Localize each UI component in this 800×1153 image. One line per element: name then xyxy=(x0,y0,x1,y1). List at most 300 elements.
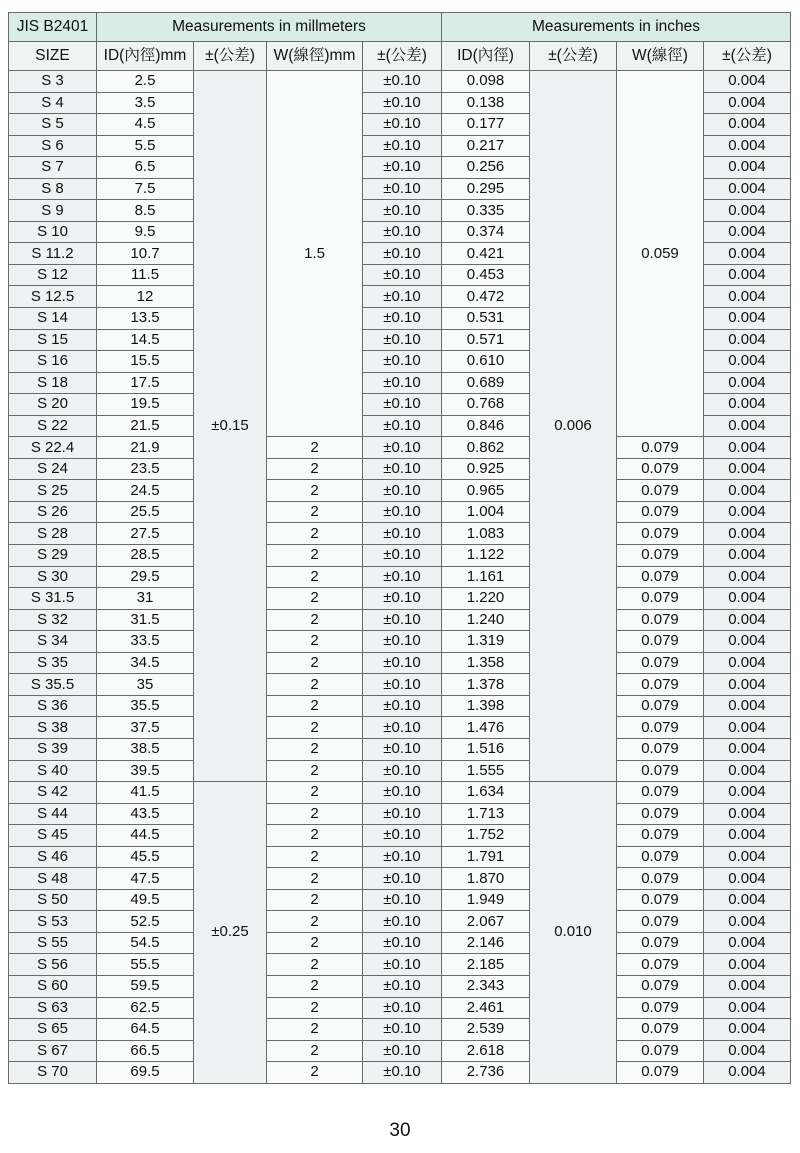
w-tol-in-cell: 0.004 xyxy=(704,932,791,954)
id-in-cell: 1.634 xyxy=(442,782,530,804)
table-row xyxy=(9,717,791,739)
id-in-cell: 2.539 xyxy=(442,1019,530,1041)
w-tol-in-cell: 0.004 xyxy=(704,157,791,179)
id-in-cell: 0.138 xyxy=(442,92,530,114)
id-in-cell: 2.618 xyxy=(442,1040,530,1062)
size-cell: S 20 xyxy=(9,394,97,416)
w-mm-cell: 2 xyxy=(267,1040,363,1062)
w-tol-in-cell: 0.004 xyxy=(704,1019,791,1041)
table-row xyxy=(9,1019,791,1041)
w-tol-mm-cell: ±0.10 xyxy=(363,803,442,825)
w-mm-cell: 2 xyxy=(267,631,363,653)
id-mm-cell: 17.5 xyxy=(97,372,194,394)
w-tol-mm-cell: ±0.10 xyxy=(363,437,442,459)
size-cell: S 31.5 xyxy=(9,588,97,610)
w-tol-in-cell: 0.004 xyxy=(704,501,791,523)
id-in-cell: 2.343 xyxy=(442,975,530,997)
id-in-cell: 0.472 xyxy=(442,286,530,308)
w-tol-in-cell: 0.004 xyxy=(704,286,791,308)
id-in-cell: 0.846 xyxy=(442,415,530,437)
size-cell: S 28 xyxy=(9,523,97,545)
id-in-cell: 1.122 xyxy=(442,545,530,567)
size-cell: S 46 xyxy=(9,846,97,868)
table-row xyxy=(9,609,791,631)
w-tol-mm-cell: ±0.10 xyxy=(363,889,442,911)
w-tol-mm-cell: ±0.10 xyxy=(363,825,442,847)
w-tol-mm-cell: ±0.10 xyxy=(363,566,442,588)
w-mm-cell: 2 xyxy=(267,652,363,674)
id-in-cell: 1.083 xyxy=(442,523,530,545)
table-row xyxy=(9,889,791,911)
w-tol-mm-cell: ±0.10 xyxy=(363,975,442,997)
standard-label: JIS B2401 xyxy=(9,13,97,42)
w-mm-cell: 2 xyxy=(267,825,363,847)
w-mm-cell: 2 xyxy=(267,1062,363,1084)
w-in-cell: 0.079 xyxy=(617,480,704,502)
w-in-cell: 0.079 xyxy=(617,695,704,717)
w-tol-mm-cell: ±0.10 xyxy=(363,545,442,567)
size-cell: S 53 xyxy=(9,911,97,933)
w-tol-in-cell: 0.004 xyxy=(704,588,791,610)
w-tol-mm-cell: ±0.10 xyxy=(363,92,442,114)
id-in-cell: 0.098 xyxy=(442,71,530,93)
id-in-cell: 0.217 xyxy=(442,135,530,157)
id-in-cell: 1.555 xyxy=(442,760,530,782)
w-tol-in-cell: 0.004 xyxy=(704,200,791,222)
table-row xyxy=(9,846,791,868)
w-in-cell: 0.079 xyxy=(617,997,704,1019)
id-in-cell: 0.768 xyxy=(442,394,530,416)
size-cell: S 5 xyxy=(9,114,97,136)
w-tol-in-cell: 0.004 xyxy=(704,674,791,696)
w-mm-cell: 2 xyxy=(267,738,363,760)
w-mm-cell: 2 xyxy=(267,997,363,1019)
id-in-cell: 1.378 xyxy=(442,674,530,696)
w-tol-mm-cell: ±0.10 xyxy=(363,868,442,890)
w-tol-in-cell: 0.004 xyxy=(704,825,791,847)
table-row xyxy=(9,458,791,480)
w-mm-cell: 2 xyxy=(267,609,363,631)
id-in-cell: 0.689 xyxy=(442,372,530,394)
id-mm-cell: 5.5 xyxy=(97,135,194,157)
w-tol-in-cell: 0.004 xyxy=(704,975,791,997)
id-mm-cell: 31 xyxy=(97,588,194,610)
id-in-cell: 2.736 xyxy=(442,1062,530,1084)
size-cell: S 35 xyxy=(9,652,97,674)
id-in-cell: 0.862 xyxy=(442,437,530,459)
id-mm-cell: 29.5 xyxy=(97,566,194,588)
column-header-tol-in: ±(公差) xyxy=(530,42,617,71)
id-mm-cell: 31.5 xyxy=(97,609,194,631)
id-mm-cell: 10.7 xyxy=(97,243,194,265)
w-tol-in-cell: 0.004 xyxy=(704,652,791,674)
column-header-w-mm: W(線徑)mm xyxy=(267,42,363,71)
table-row xyxy=(9,480,791,502)
w-tol-in-cell: 0.004 xyxy=(704,178,791,200)
id-in-cell: 0.610 xyxy=(442,351,530,373)
w-tol-in-cell: 0.004 xyxy=(704,760,791,782)
w-mm-cell: 2 xyxy=(267,975,363,997)
w-tol-mm-cell: ±0.10 xyxy=(363,760,442,782)
table-row xyxy=(9,652,791,674)
w-tol-in-cell: 0.004 xyxy=(704,243,791,265)
w-mm-cell: 2 xyxy=(267,911,363,933)
id-in-cell: 1.516 xyxy=(442,738,530,760)
mm-group-header: Measurements in millmeters xyxy=(97,13,442,42)
id-mm-cell: 3.5 xyxy=(97,92,194,114)
w-mm-cell: 2 xyxy=(267,588,363,610)
id-mm-cell: 19.5 xyxy=(97,394,194,416)
w-tol-mm-cell: ±0.10 xyxy=(363,243,442,265)
w-in-cell: 0.079 xyxy=(617,717,704,739)
size-cell: S 6 xyxy=(9,135,97,157)
size-cell: S 45 xyxy=(9,825,97,847)
id-mm-cell: 21.9 xyxy=(97,437,194,459)
size-cell: S 4 xyxy=(9,92,97,114)
w-tol-mm-cell: ±0.10 xyxy=(363,221,442,243)
id-mm-cell: 66.5 xyxy=(97,1040,194,1062)
id-in-cell: 0.177 xyxy=(442,114,530,136)
id-in-cell: 1.713 xyxy=(442,803,530,825)
w-tol-mm-cell: ±0.10 xyxy=(363,717,442,739)
size-cell: S 67 xyxy=(9,1040,97,1062)
w-tol-in-cell: 0.004 xyxy=(704,846,791,868)
id-mm-cell: 54.5 xyxy=(97,932,194,954)
w-mm-cell: 2 xyxy=(267,868,363,890)
id-mm-cell: 14.5 xyxy=(97,329,194,351)
id-mm-cell: 55.5 xyxy=(97,954,194,976)
id-mm-cell: 37.5 xyxy=(97,717,194,739)
size-cell: S 50 xyxy=(9,889,97,911)
w-tol-in-cell: 0.004 xyxy=(704,782,791,804)
id-mm-cell: 7.5 xyxy=(97,178,194,200)
size-cell: S 24 xyxy=(9,458,97,480)
size-cell: S 56 xyxy=(9,954,97,976)
w-in-cell: 0.079 xyxy=(617,846,704,868)
table-row xyxy=(9,868,791,890)
id-mm-cell: 59.5 xyxy=(97,975,194,997)
w-in-cell: 0.079 xyxy=(617,803,704,825)
id-in-cell: 2.461 xyxy=(442,997,530,1019)
table-row xyxy=(9,954,791,976)
table-row xyxy=(9,782,791,804)
size-cell: S 8 xyxy=(9,178,97,200)
id-mm-cell: 39.5 xyxy=(97,760,194,782)
w-mm-cell: 1.5 xyxy=(267,71,363,437)
id-mm-cell: 21.5 xyxy=(97,415,194,437)
id-in-cell: 1.398 xyxy=(442,695,530,717)
size-cell: S 18 xyxy=(9,372,97,394)
w-mm-cell: 2 xyxy=(267,954,363,976)
table-row xyxy=(9,760,791,782)
size-cell: S 15 xyxy=(9,329,97,351)
w-tol-mm-cell: ±0.10 xyxy=(363,911,442,933)
id-mm-cell: 33.5 xyxy=(97,631,194,653)
tol-in-cell: 0.010 xyxy=(530,782,617,1084)
w-tol-in-cell: 0.004 xyxy=(704,695,791,717)
id-in-cell: 1.004 xyxy=(442,501,530,523)
id-mm-cell: 35 xyxy=(97,674,194,696)
id-mm-cell: 15.5 xyxy=(97,351,194,373)
w-tol-mm-cell: ±0.10 xyxy=(363,135,442,157)
table-row xyxy=(9,523,791,545)
id-in-cell: 0.421 xyxy=(442,243,530,265)
id-mm-cell: 23.5 xyxy=(97,458,194,480)
w-tol-in-cell: 0.004 xyxy=(704,889,791,911)
w-mm-cell: 2 xyxy=(267,674,363,696)
column-header-w-tol-mm: ±(公差) xyxy=(363,42,442,71)
w-mm-cell: 2 xyxy=(267,501,363,523)
table-row xyxy=(9,825,791,847)
w-in-cell: 0.079 xyxy=(617,975,704,997)
w-tol-in-cell: 0.004 xyxy=(704,394,791,416)
w-mm-cell: 2 xyxy=(267,480,363,502)
id-mm-cell: 52.5 xyxy=(97,911,194,933)
size-cell: S 22.4 xyxy=(9,437,97,459)
w-tol-in-cell: 0.004 xyxy=(704,308,791,330)
id-in-cell: 1.476 xyxy=(442,717,530,739)
id-in-cell: 1.358 xyxy=(442,652,530,674)
w-tol-mm-cell: ±0.10 xyxy=(363,652,442,674)
w-in-cell: 0.079 xyxy=(617,1062,704,1084)
w-mm-cell: 2 xyxy=(267,760,363,782)
id-mm-cell: 38.5 xyxy=(97,738,194,760)
w-tol-in-cell: 0.004 xyxy=(704,480,791,502)
size-cell: S 32 xyxy=(9,609,97,631)
w-mm-cell: 2 xyxy=(267,717,363,739)
size-cell: S 12.5 xyxy=(9,286,97,308)
w-tol-in-cell: 0.004 xyxy=(704,545,791,567)
size-cell: S 48 xyxy=(9,868,97,890)
w-tol-mm-cell: ±0.10 xyxy=(363,997,442,1019)
id-in-cell: 0.256 xyxy=(442,157,530,179)
id-in-cell: 0.571 xyxy=(442,329,530,351)
w-tol-mm-cell: ±0.10 xyxy=(363,157,442,179)
size-cell: S 7 xyxy=(9,157,97,179)
w-tol-mm-cell: ±0.10 xyxy=(363,631,442,653)
w-mm-cell: 2 xyxy=(267,523,363,545)
table-row xyxy=(9,695,791,717)
table-row xyxy=(9,911,791,933)
id-mm-cell: 6.5 xyxy=(97,157,194,179)
size-cell: S 65 xyxy=(9,1019,97,1041)
id-in-cell: 2.146 xyxy=(442,932,530,954)
oring-size-table xyxy=(8,12,791,1084)
id-in-cell: 0.925 xyxy=(442,458,530,480)
column-header-size: SIZE xyxy=(9,42,97,71)
size-cell: S 63 xyxy=(9,997,97,1019)
size-cell: S 55 xyxy=(9,932,97,954)
id-in-cell: 0.335 xyxy=(442,200,530,222)
table-row xyxy=(9,501,791,523)
w-mm-cell: 2 xyxy=(267,846,363,868)
column-header-id-in: ID(內徑) xyxy=(442,42,530,71)
w-mm-cell: 2 xyxy=(267,566,363,588)
size-cell: S 12 xyxy=(9,264,97,286)
id-in-cell: 1.319 xyxy=(442,631,530,653)
table-row xyxy=(9,1062,791,1084)
w-in-cell: 0.079 xyxy=(617,437,704,459)
id-mm-cell: 11.5 xyxy=(97,264,194,286)
w-tol-in-cell: 0.004 xyxy=(704,738,791,760)
size-cell: S 34 xyxy=(9,631,97,653)
w-tol-mm-cell: ±0.10 xyxy=(363,1062,442,1084)
table-row xyxy=(9,588,791,610)
w-tol-in-cell: 0.004 xyxy=(704,523,791,545)
id-in-cell: 1.220 xyxy=(442,588,530,610)
id-mm-cell: 62.5 xyxy=(97,997,194,1019)
w-tol-mm-cell: ±0.10 xyxy=(363,458,442,480)
w-tol-in-cell: 0.004 xyxy=(704,92,791,114)
inch-group-header: Measurements in inches xyxy=(442,13,791,42)
w-tol-mm-cell: ±0.10 xyxy=(363,200,442,222)
w-tol-in-cell: 0.004 xyxy=(704,1062,791,1084)
id-mm-cell: 25.5 xyxy=(97,501,194,523)
w-mm-cell: 2 xyxy=(267,932,363,954)
w-tol-in-cell: 0.004 xyxy=(704,415,791,437)
w-tol-mm-cell: ±0.10 xyxy=(363,738,442,760)
id-mm-cell: 44.5 xyxy=(97,825,194,847)
id-in-cell: 2.067 xyxy=(442,911,530,933)
w-tol-in-cell: 0.004 xyxy=(704,1040,791,1062)
column-header-w-in: W(線徑) xyxy=(617,42,704,71)
w-tol-mm-cell: ±0.10 xyxy=(363,178,442,200)
w-tol-mm-cell: ±0.10 xyxy=(363,588,442,610)
w-tol-mm-cell: ±0.10 xyxy=(363,954,442,976)
id-in-cell: 0.374 xyxy=(442,221,530,243)
id-mm-cell: 28.5 xyxy=(97,545,194,567)
id-in-cell: 0.295 xyxy=(442,178,530,200)
w-in-cell: 0.079 xyxy=(617,588,704,610)
w-in-cell: 0.079 xyxy=(617,545,704,567)
w-in-cell: 0.079 xyxy=(617,674,704,696)
w-tol-mm-cell: ±0.10 xyxy=(363,415,442,437)
table-row xyxy=(9,975,791,997)
w-in-cell: 0.079 xyxy=(617,954,704,976)
w-tol-in-cell: 0.004 xyxy=(704,372,791,394)
w-mm-cell: 2 xyxy=(267,803,363,825)
size-cell: S 36 xyxy=(9,695,97,717)
w-tol-in-cell: 0.004 xyxy=(704,264,791,286)
table-row xyxy=(9,71,791,93)
size-cell: S 11.2 xyxy=(9,243,97,265)
size-cell: S 44 xyxy=(9,803,97,825)
w-in-cell: 0.079 xyxy=(617,652,704,674)
w-in-cell: 0.079 xyxy=(617,501,704,523)
id-mm-cell: 64.5 xyxy=(97,1019,194,1041)
id-mm-cell: 9.5 xyxy=(97,221,194,243)
tol-mm-cell: ±0.15 xyxy=(194,71,267,782)
w-tol-in-cell: 0.004 xyxy=(704,114,791,136)
id-mm-cell: 13.5 xyxy=(97,308,194,330)
size-cell: S 3 xyxy=(9,71,97,93)
w-in-cell: 0.079 xyxy=(617,458,704,480)
w-in-cell: 0.079 xyxy=(617,1040,704,1062)
id-mm-cell: 41.5 xyxy=(97,782,194,804)
w-tol-in-cell: 0.004 xyxy=(704,135,791,157)
w-tol-in-cell: 0.004 xyxy=(704,717,791,739)
id-mm-cell: 12 xyxy=(97,286,194,308)
id-mm-cell: 45.5 xyxy=(97,846,194,868)
size-cell: S 35.5 xyxy=(9,674,97,696)
w-in-cell: 0.079 xyxy=(617,738,704,760)
w-tol-mm-cell: ±0.10 xyxy=(363,695,442,717)
id-in-cell: 0.453 xyxy=(442,264,530,286)
id-in-cell: 2.185 xyxy=(442,954,530,976)
size-cell: S 39 xyxy=(9,738,97,760)
w-tol-mm-cell: ±0.10 xyxy=(363,264,442,286)
w-in-cell: 0.079 xyxy=(617,868,704,890)
w-mm-cell: 2 xyxy=(267,437,363,459)
id-mm-cell: 4.5 xyxy=(97,114,194,136)
w-tol-in-cell: 0.004 xyxy=(704,911,791,933)
size-cell: S 9 xyxy=(9,200,97,222)
id-in-cell: 0.531 xyxy=(442,308,530,330)
w-tol-mm-cell: ±0.10 xyxy=(363,114,442,136)
w-in-cell: 0.079 xyxy=(617,566,704,588)
w-tol-in-cell: 0.004 xyxy=(704,71,791,93)
column-header-id-mm: ID(內徑)mm xyxy=(97,42,194,71)
id-in-cell: 1.240 xyxy=(442,609,530,631)
w-in-cell: 0.079 xyxy=(617,889,704,911)
table-row xyxy=(9,631,791,653)
w-in-cell: 0.079 xyxy=(617,1019,704,1041)
w-tol-in-cell: 0.004 xyxy=(704,803,791,825)
w-tol-in-cell: 0.004 xyxy=(704,329,791,351)
w-in-cell: 0.079 xyxy=(617,782,704,804)
w-tol-in-cell: 0.004 xyxy=(704,437,791,459)
table-row xyxy=(9,437,791,459)
id-in-cell: 1.752 xyxy=(442,825,530,847)
id-mm-cell: 34.5 xyxy=(97,652,194,674)
id-in-cell: 1.161 xyxy=(442,566,530,588)
column-header-tol-mm: ±(公差) xyxy=(194,42,267,71)
w-tol-in-cell: 0.004 xyxy=(704,566,791,588)
table-row xyxy=(9,738,791,760)
w-tol-mm-cell: ±0.10 xyxy=(363,846,442,868)
w-tol-mm-cell: ±0.10 xyxy=(363,480,442,502)
id-mm-cell: 49.5 xyxy=(97,889,194,911)
w-tol-mm-cell: ±0.10 xyxy=(363,286,442,308)
w-mm-cell: 2 xyxy=(267,695,363,717)
table-row xyxy=(9,997,791,1019)
tol-in-cell: 0.006 xyxy=(530,71,617,782)
w-in-cell: 0.079 xyxy=(617,932,704,954)
size-cell: S 30 xyxy=(9,566,97,588)
w-tol-mm-cell: ±0.10 xyxy=(363,308,442,330)
size-cell: S 42 xyxy=(9,782,97,804)
id-mm-cell: 35.5 xyxy=(97,695,194,717)
w-in-cell: 0.079 xyxy=(617,631,704,653)
size-cell: S 25 xyxy=(9,480,97,502)
id-in-cell: 0.965 xyxy=(442,480,530,502)
w-in-cell: 0.059 xyxy=(617,71,704,437)
page-number: 30 xyxy=(389,1120,411,1141)
id-mm-cell: 43.5 xyxy=(97,803,194,825)
size-cell: S 40 xyxy=(9,760,97,782)
id-mm-cell: 8.5 xyxy=(97,200,194,222)
table-row xyxy=(9,1040,791,1062)
size-cell: S 60 xyxy=(9,975,97,997)
size-cell: S 29 xyxy=(9,545,97,567)
size-cell: S 26 xyxy=(9,501,97,523)
w-tol-mm-cell: ±0.10 xyxy=(363,1019,442,1041)
w-tol-mm-cell: ±0.10 xyxy=(363,372,442,394)
w-tol-mm-cell: ±0.10 xyxy=(363,394,442,416)
w-in-cell: 0.079 xyxy=(617,825,704,847)
size-cell: S 16 xyxy=(9,351,97,373)
id-mm-cell: 24.5 xyxy=(97,480,194,502)
